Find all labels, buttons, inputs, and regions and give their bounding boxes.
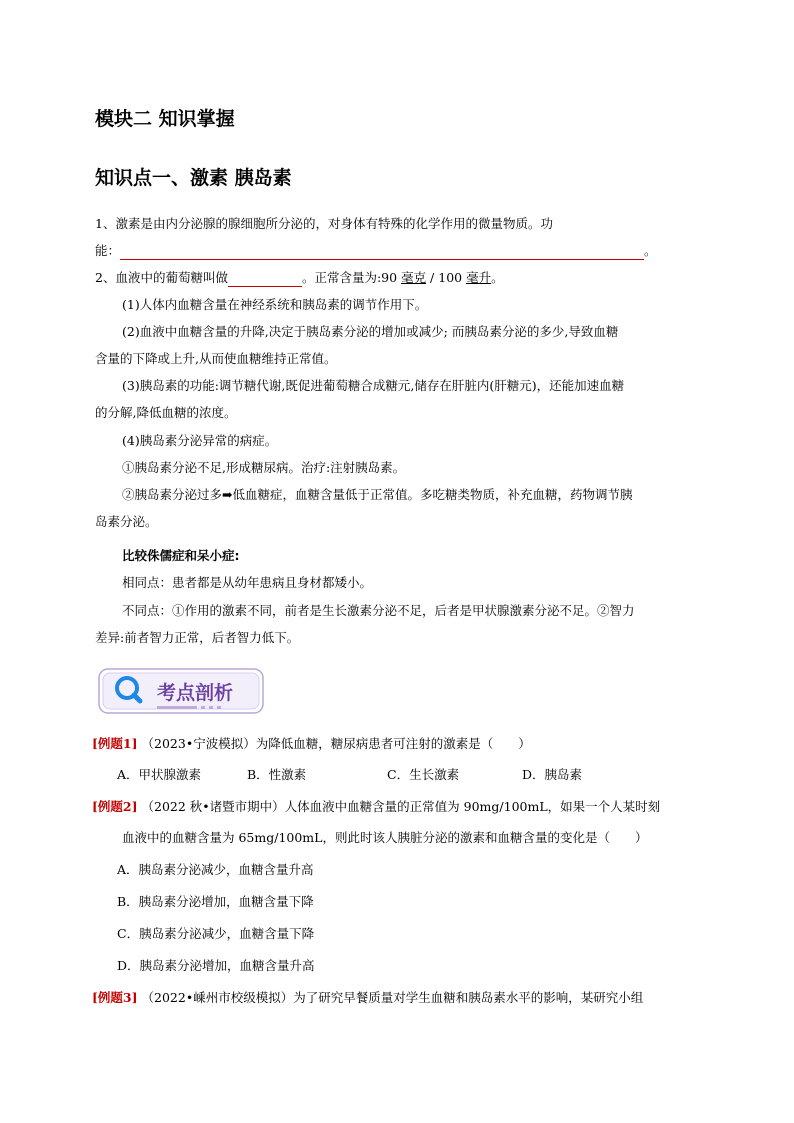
- compare-title: 比较侏儒症和呆小症:: [122, 548, 240, 563]
- unit-mg: 毫克: [401, 270, 427, 285]
- item-4: (4)胰岛素分泌异常的病症。: [122, 433, 278, 448]
- ex2-option-d[interactable]: D．胰岛素分泌增加，血糖含量升高: [117, 958, 315, 973]
- ex1-option-d[interactable]: D．胰岛素: [522, 767, 583, 782]
- fill-blank-function[interactable]: [120, 245, 644, 260]
- item-4-2-line-1: ②胰岛素分泌过多➡低血糖症，血糖含量低于正常值。多吃糖类物质，补充血糖，药物调节胰: [122, 487, 633, 502]
- compare-same: 相同点：患者都是从幼年患病且身材都矮小。: [122, 575, 373, 590]
- ex2-option-b[interactable]: B．胰岛素分泌增加，血糖含量下降: [117, 894, 314, 909]
- para-2-sep: / 100: [426, 270, 467, 285]
- example-1: [92, 735, 531, 753]
- ex2-option-a[interactable]: A．胰岛素分泌减少，血糖含量升高: [117, 862, 314, 877]
- para-2-end: 。: [491, 270, 504, 285]
- example-2-text: （2022 秋•诸暨市期中）人体血液中血糖含量的正常值为 90mg/100mL，如果一个人某时刻: [141, 799, 661, 814]
- para-2-mid: 。正常含量为:90: [301, 270, 402, 285]
- para-1-prefix: 能：: [95, 243, 121, 258]
- example-1-tag: [例题1]: [92, 736, 138, 751]
- para-1-line-1: 1、激素是由内分泌腺的腺细胞所分泌的，对身体有特殊的化学作用的微量物质。功: [95, 216, 553, 231]
- ex1-option-a[interactable]: A．甲状腺激素: [117, 767, 202, 782]
- module-title: 模块二 知识掌握: [95, 108, 235, 130]
- compare-diff-line-2: 差异:前者智力正常，后者智力低下。: [95, 630, 300, 645]
- ex1-option-c[interactable]: C．生长激素: [387, 767, 460, 782]
- example-3-tag: [例题3]: [92, 990, 138, 1005]
- ex2-option-c[interactable]: C．胰岛素分泌减少，血糖含量下降: [117, 926, 315, 941]
- item-4-2-line-2: 岛素分泌。: [95, 514, 158, 529]
- example-1-text: （2023•宁波模拟）为降低血糖，糖尿病患者可注射的激素是（ ）: [141, 736, 531, 751]
- fill-blank-glucose[interactable]: [228, 272, 302, 287]
- example-2-line-2: 血液中的血糖含量为 65mg/100mL，则此时该人胰脏分泌的激素和血糖含量的变化是（ ）: [122, 830, 648, 845]
- kaodian-badge: [97, 664, 265, 718]
- example-3-text: （2022•嵊州市校级模拟）为了研究早餐质量对学生血糖和胰岛素水平的影响，某研究小组: [141, 990, 644, 1005]
- ex1-option-b[interactable]: B．性激素: [247, 767, 307, 782]
- item-2-line-1: (2)血液中血糖含量的升降,决定于胰岛素分泌的增加或减少; 而胰岛素分泌的多少,导致血糖: [122, 324, 619, 339]
- para-2: [95, 269, 504, 287]
- para-1-suffix: 。: [644, 243, 657, 258]
- item-2-line-2: 含量的下降或上升,从而使血糖维持正常值。: [95, 351, 337, 366]
- item-1: (1)人体内血糖含量在神经系统和胰岛素的调节作用下。: [122, 297, 428, 312]
- badge-label: 考点剖析: [157, 682, 234, 704]
- item-4-1: ①胰岛素分泌不足,形成糖尿病。治疗:注射胰岛素。: [122, 460, 406, 475]
- compare-diff-line-1: 不同点：①作用的激素不同，前者是生长激素分泌不足，后者是甲状腺激素分泌不足。②智力: [122, 603, 635, 618]
- example-3-line-1: [92, 989, 643, 1007]
- section-title: 知识点一、激素 胰岛素: [95, 167, 292, 189]
- example-2-line-1: [92, 798, 660, 816]
- item-3-line-2: 的分解,降低血糖的浓度。: [95, 405, 237, 420]
- para-1-line-2: [95, 242, 657, 260]
- item-3-line-1: (3)胰岛素的功能:调节糖代谢,既促进葡萄糖合成糖元,储存在肝脏内(肝糖元)，还能加速血糖: [122, 378, 625, 393]
- para-2-prefix: 2、血液中的葡萄糖叫做: [95, 270, 228, 285]
- example-2-tag: [例题2]: [92, 799, 138, 814]
- unit-ml: 毫升: [466, 270, 492, 285]
